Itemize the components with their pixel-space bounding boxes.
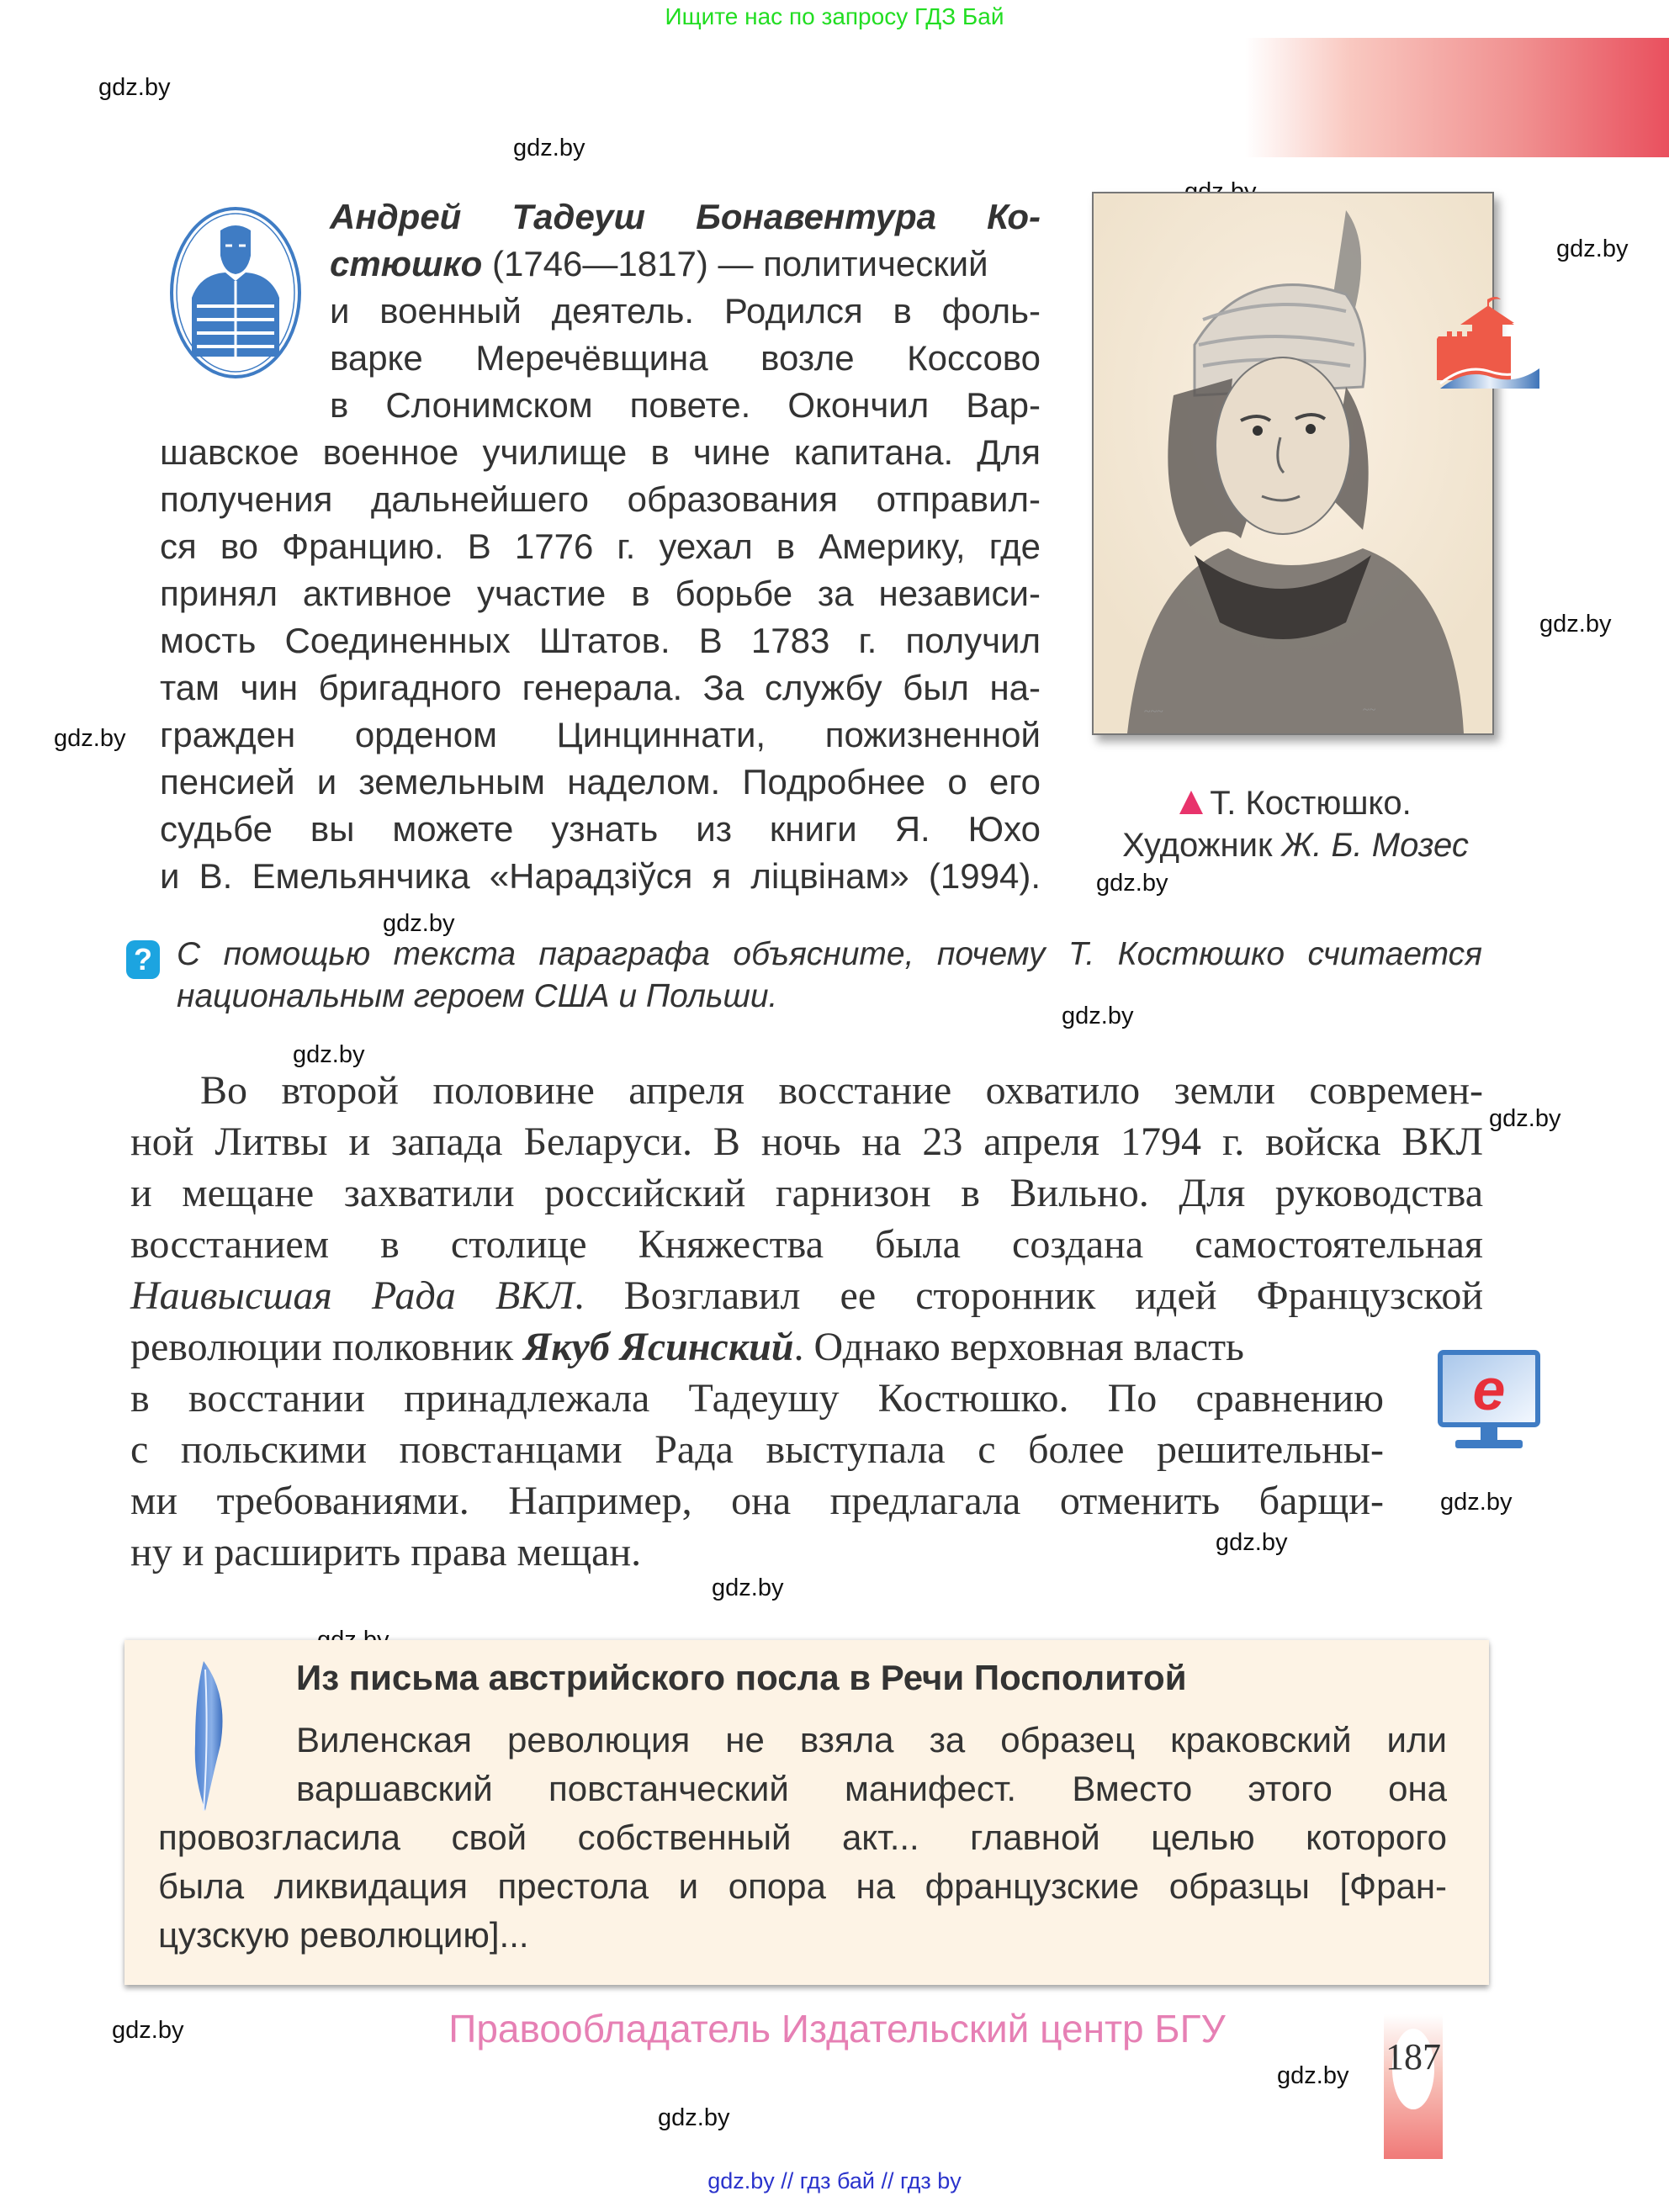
triangle-marker-icon	[1179, 791, 1203, 814]
svg-text:e: e	[1472, 1357, 1506, 1422]
quote-line: цузскую революцию]...	[158, 1915, 529, 1955]
quote-line: была ликвидация престола и опора на французские образцы [Фран-	[158, 1866, 1447, 1906]
quote-line: провозгласила свой собственный акт... главной целью которого	[158, 1818, 1447, 1857]
quote-line: Виленская революция не взяла за образец краковский или	[296, 1720, 1447, 1760]
paragraph-line: революции полковник Якуб Ясинский. Однако верховная власть	[130, 1325, 1244, 1369]
bio-line: получения дальнейшего образования отправил-	[160, 479, 1041, 519]
question-line: национальным героем США и Польши.	[177, 978, 778, 1014]
kosciuszko-portrait-icon	[168, 205, 303, 380]
watermark: gdz.by	[1062, 1003, 1134, 1029]
watermark: gdz.by	[1539, 611, 1612, 638]
paragraph-line: ми требованиями. Например, она предлагала отменить барщи-	[130, 1479, 1384, 1523]
bio-name: Андрей Тадеуш Бонавентура Ко-	[330, 197, 1041, 236]
watermark: gdz.by	[1216, 1529, 1288, 1556]
bio-line: принял активное участие в борьбе за независи-	[160, 574, 1041, 613]
watermark: gdz.by	[1277, 2062, 1349, 2089]
paragraph-line: с польскими повстанцами Рада выступала с более решительны-	[130, 1427, 1384, 1472]
bio-line: варке Меречёвщина возле Коссово	[330, 338, 1041, 378]
bio-line: судьбе вы можете узнать из книги Я. Юхо	[160, 809, 1041, 849]
watermark: gdz.by	[293, 1041, 365, 1068]
paragraph-line: в восстании принадлежала Тадеушу Костюшко. По сравнению	[130, 1376, 1384, 1421]
castle-icon	[1437, 289, 1541, 390]
watermark: gdz.by	[712, 1574, 784, 1601]
feather-quill-icon	[168, 1661, 244, 1812]
paragraph-line: Во второй половине апреля восстание охватило земли современ-	[200, 1068, 1483, 1113]
quote-title: Из письма австрийского посла в Речи Посполитой	[296, 1658, 1187, 1697]
e-resource-icon[interactable]	[1437, 1349, 1541, 1453]
watermark: gdz.by	[1096, 870, 1168, 897]
kosciuszko-engraving-image	[1092, 192, 1494, 735]
watermark: gdz.by	[1440, 1489, 1513, 1516]
bio-line: мость Соединенных Штатов. В 1783 г. получил	[160, 621, 1041, 660]
watermark: gdz.by	[54, 725, 126, 752]
caption-line-1: Т. Костюшко.	[1085, 782, 1506, 824]
question-line: С помощью текста параграфа объясните, почему Т. Костюшко считается	[177, 936, 1482, 972]
portrait-caption	[1085, 782, 1506, 866]
paragraph-line: ной Литвы и запада Беларуси. В ночь на 23 апреля 1794 г. войска ВКЛ	[130, 1119, 1483, 1164]
bio-line: там чин бригадного генерала. За службу был на-	[160, 668, 1041, 707]
copyright-notice: Правообладатель Издательский центр БГУ	[448, 2007, 1226, 2051]
watermark: gdz.by	[383, 910, 455, 937]
bio-line: и военный деятель. Родился в фоль-	[330, 291, 1041, 331]
watermark: gdz.by	[513, 135, 585, 161]
bio-line: шавское военное училище в чине капитана. Для	[160, 432, 1041, 472]
bio-line: в Слонимском повете. Окончил Вар-	[330, 385, 1041, 425]
bio-line: пенсией и земельным наделом. Подробнее о его	[160, 762, 1041, 802]
watermark: gdz.by	[98, 74, 171, 101]
question-icon: ?	[126, 940, 160, 979]
watermark: gdz.by	[112, 2017, 184, 2044]
watermark: gdz.by	[1556, 235, 1629, 262]
svg-text:~~: ~~	[1363, 704, 1376, 717]
paragraph-line: ну и расширить права мещан.	[130, 1530, 642, 1574]
footer-links[interactable]: gdz.by // гдз бай // гдз by	[707, 2168, 962, 2193]
header-red-band	[1245, 38, 1669, 157]
paragraph-line: и мещане захватили российский гарнизон в Вильно. Для руководства	[130, 1171, 1483, 1215]
page-number: 187	[1386, 2036, 1441, 2077]
bio-line: ся во Францию. В 1776 г. уехал в Америку, где	[160, 527, 1041, 566]
bio-line: и В. Емельянчика «Нарадзіўся я ліцвінам» (1994).	[160, 856, 1041, 896]
caption-line-2: Художник Ж. Б. Мозес	[1122, 827, 1469, 864]
bio-line: гражден орденом Цинциннати, пожизненной	[160, 715, 1041, 754]
svg-text:~~~: ~~~	[1144, 706, 1163, 718]
quote-line: варшавский повстанческий манифест. Вместо этого она	[296, 1769, 1447, 1808]
watermark: gdz.by	[1489, 1105, 1561, 1132]
paragraph-line: Наивысшая Рада ВКЛ. Возглавил ее сторонник идей Французской	[130, 1273, 1484, 1318]
watermark: gdz.by	[658, 2104, 730, 2131]
bio-line: стюшко (1746—1817) — политический	[330, 244, 988, 283]
paragraph-line: восстанием в столице Княжества была создана самостоятельная	[130, 1222, 1483, 1267]
top-banner[interactable]: Ищите нас по запросу ГДЗ Бай	[665, 3, 1004, 29]
